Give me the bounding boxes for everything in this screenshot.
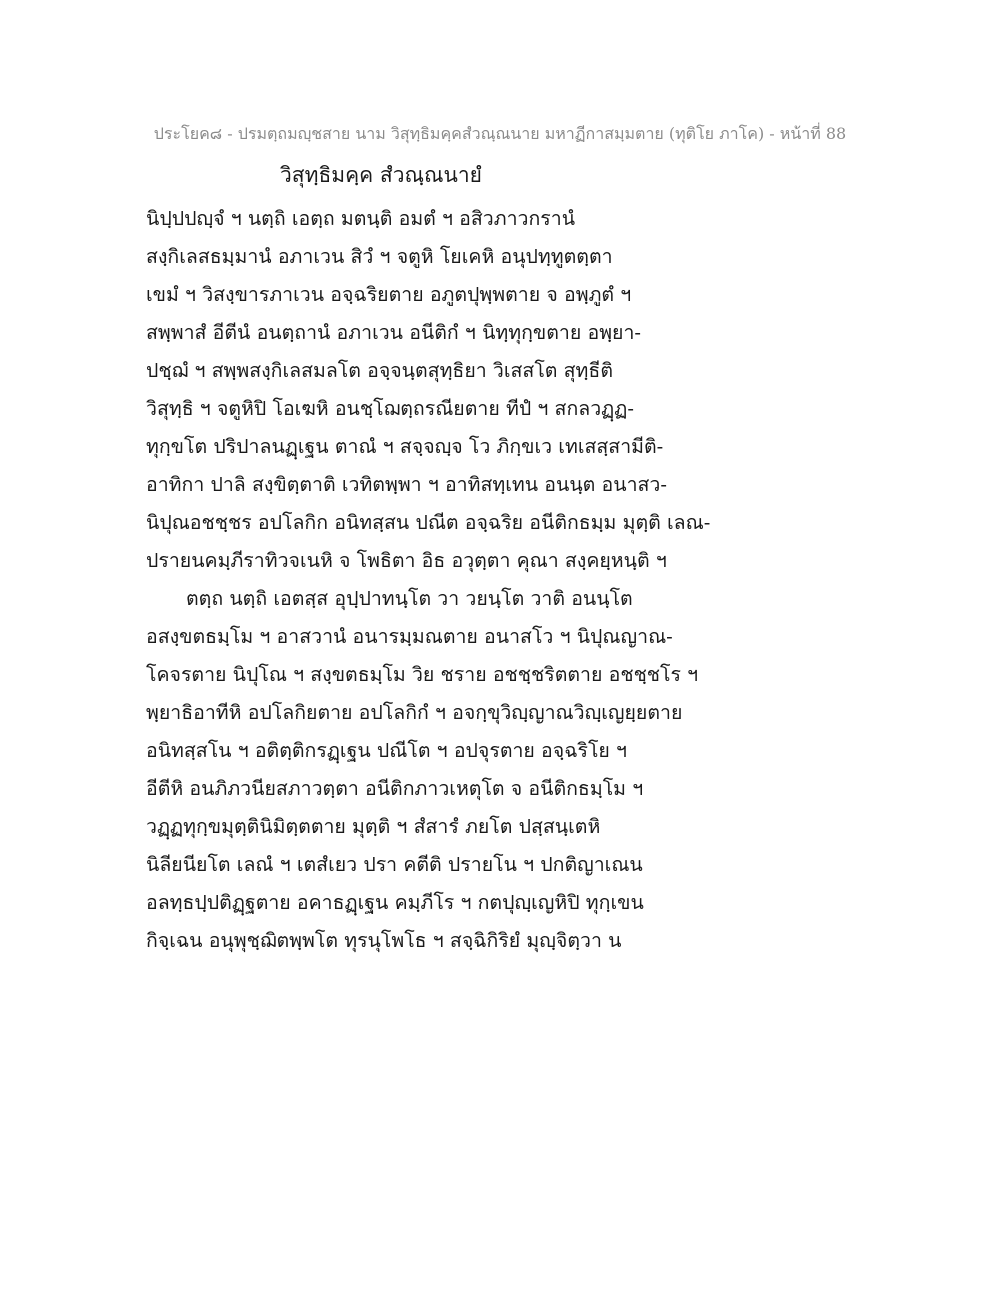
text-line: อลทฺธปฺปติฏฺฐตาย อคาธฏฺเฐน คมฺภีโร ฯ กตปุญฺเญหิปิ ทุกฺเขน: [146, 891, 644, 914]
text-line: นิลียนียโต เลณํ ฯ เตสํเยว ปรา คตีติ ปรายโน ฯ ปกติญาเณน: [146, 853, 643, 876]
text-line: อนิทสฺสโน ฯ อติตฺติกรฏฺเฐน ปณีโต ฯ อปจุรตาย อจฺฉริโย ฯ: [146, 739, 627, 762]
text-line: ปรายนคมฺภีราทิวจเนหิ จ โพธิตา อิธ อวุตฺตา คุณา สงฺคยฺหนฺติ ฯ: [146, 549, 667, 572]
text-line: วฏฺฏทุกฺขมุตฺตินิมิตฺตตาย มุตฺติ ฯ สํสารํ ภยโต ปสฺสนฺเตหิ: [146, 815, 601, 838]
text-line: ทุกฺขโต ปริปาลนฏฺเฐน ตาณํ ฯ สจฺจญฺจ โว ภิกฺขเว เทเสสฺสามีติ-: [146, 435, 664, 458]
text-line: นิปุณอชชฺชร อปโลกิก อนิทสฺสน ปณีต อจฺฉริย อนีติกธมฺม มุตฺติ เลณ-: [146, 511, 711, 534]
text-line: สงฺกิเลสธมฺมานํ อภาเวน สิวํ ฯ จตูหิ โยเคหิ อนุปทฺทูตตฺตา: [146, 245, 613, 268]
text-line: อาทิกา ปาลิ สงฺขิตฺตาติ เวทิตพฺพา ฯ อาทิสทฺเทน อนนฺต อนาสว-: [146, 473, 667, 496]
text-line: นิปฺปปญฺจํ ฯ นตฺถิ เอตฺถ มตนฺติ อมตํ ฯ อสิวภาวกรานํ: [146, 207, 576, 230]
text-line: โคจรตาย นิปุโณ ฯ สงฺขตธมฺโม วิย ชราย อชชฺชริตตาย อชชฺชโร ฯ: [146, 663, 699, 686]
text-line: พฺยาธิอาทีหิ อปโลกิยตาย อปโลกิกํ ฯ อจกฺขุวิญฺญาณวิญฺเญยฺยตาย: [146, 701, 683, 724]
body-text: [146, 200, 711, 960]
paragraph-first-line: ตตฺถ นตฺถิ เอตสฺส อุปฺปาทนฺโต วา วยนฺโต วาติ อนนฺโต: [186, 587, 633, 610]
text-line: อสงฺขตธมฺโม ฯ อาสวานํ อนารมฺมณตาย อนาสโว ฯ นิปุณญาณ-: [146, 625, 673, 648]
section-title: วิสุทฺธิมคฺค สํวณฺณนายํ: [280, 163, 482, 187]
running-header: ประโยค๘ - ปรมตฺถมญฺชสาย นาม วิสุทฺธิมคฺคสํวณฺณนาย มหาฏีกาสมฺมตาย (ทุติโย ภาโค) - หน้าที่ 88: [153, 124, 847, 143]
text-line: ปชฺฌํ ฯ สพฺพสงฺกิเลสมลโต อจฺจนฺตสุทฺธิยา วิเสสโต สุทฺธีติ: [146, 359, 613, 382]
text-line: อีตีหิ อนภิภวนียสภาวตฺตา อนีติกภาวเหตุโต จ อนีติกธมฺโม ฯ: [146, 777, 644, 800]
text-line: เขมํ ฯ วิสงฺขารภาเวน อจฺฉริยตาย อภูตปุพฺพตาย จ อพฺภูตํ ฯ: [146, 283, 632, 306]
text-line: วิสุทฺธิ ฯ จตูหิปิ โอเฆหิ อนชฺโฌตฺถรณียตาย ทีปํ ฯ สกลวฏฺฏ-: [146, 397, 634, 420]
text-line: สพฺพาสํ อีตีนํ อนตฺถานํ อภาเวน อนีติกํ ฯ นิทฺทุกฺขตาย อพฺยา-: [146, 321, 642, 344]
text-line: กิจฺเฉน อนุพุชฺฌิตพฺพโต ทุรนุโพโธ ฯ สจฺฉิกิริยํ มุญฺจิตฺวา น: [146, 929, 622, 952]
